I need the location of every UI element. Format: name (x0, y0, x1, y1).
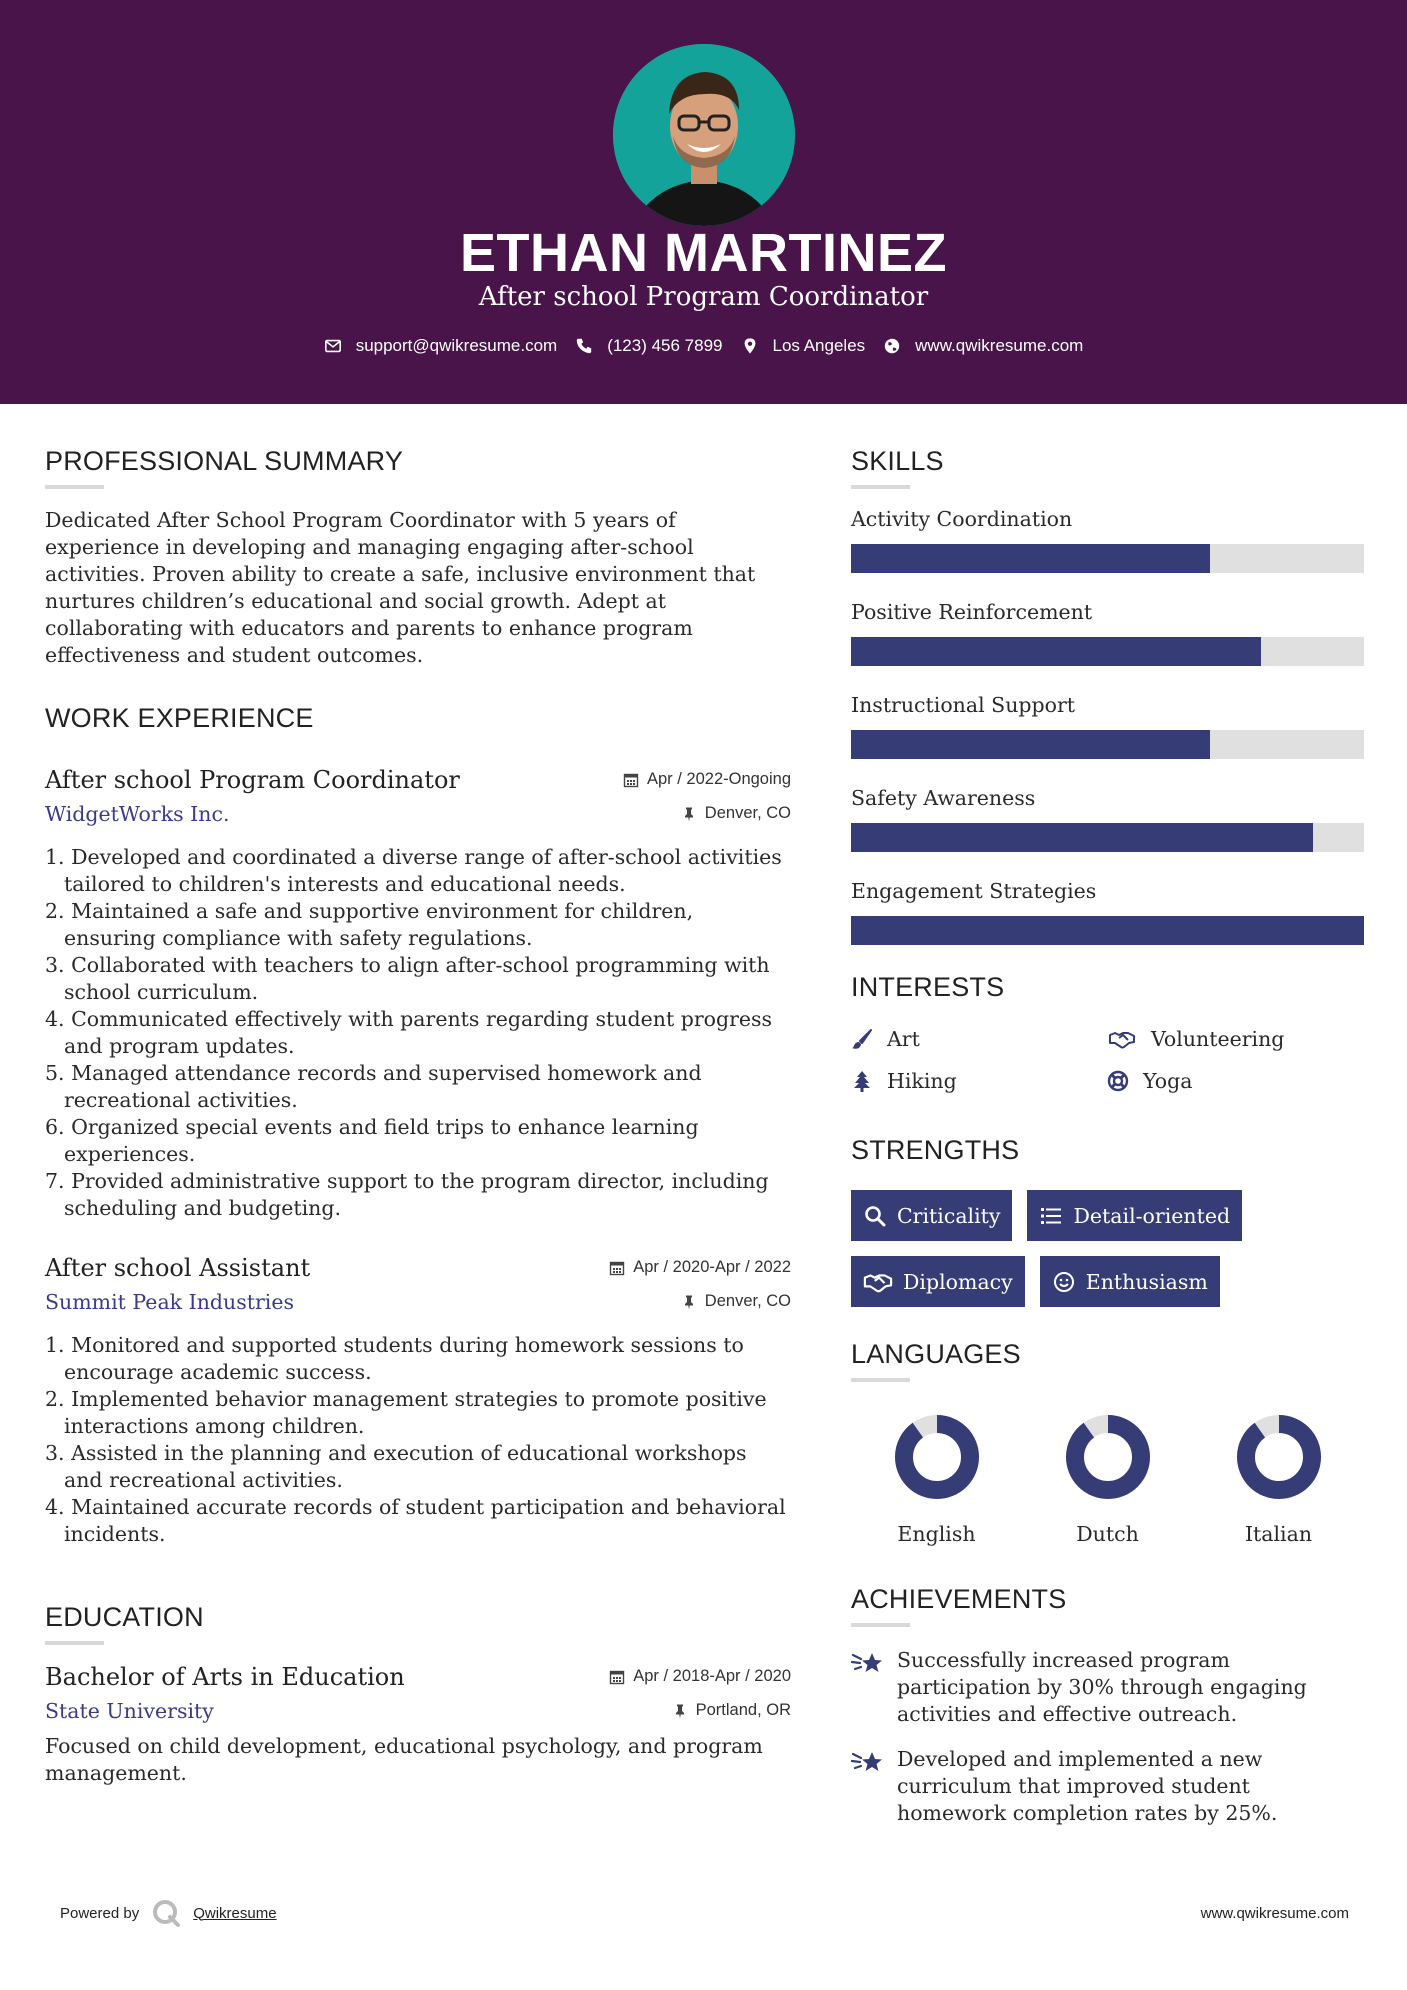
section-divider (45, 1641, 104, 1645)
map-marker-icon (741, 337, 759, 355)
company-name: Summit Peak Industries (45, 1290, 294, 1314)
shooting-star-icon (851, 1647, 885, 1677)
strengths-section (851, 1135, 1364, 1307)
interest-label: Yoga (1143, 1069, 1193, 1093)
education-location (672, 1701, 791, 1720)
summary-section (45, 446, 791, 669)
section-title-languages: LANGUAGES (851, 1339, 1021, 1369)
skill-bar (851, 916, 1364, 945)
interest-item (1107, 1027, 1363, 1051)
pushpin-icon (672, 1703, 688, 1719)
achievement-text: Developed and implemented a new curriculum that improved student homework completion rates by 25%. (897, 1747, 1278, 1825)
strength-chip (851, 1190, 1012, 1241)
section-divider (851, 485, 910, 489)
language-name: Dutch (1076, 1522, 1139, 1546)
skill-bar-fill (851, 637, 1261, 666)
smile-icon (1052, 1270, 1076, 1294)
skill-item (851, 786, 1364, 852)
calendar-icon (609, 1669, 625, 1685)
strength-label: Enthusiasm (1085, 1269, 1208, 1294)
phone-icon (575, 337, 593, 355)
skill-name: Positive Reinforcement (851, 600, 1093, 624)
skill-name: Activity Coordination (851, 507, 1073, 531)
interest-item (851, 1069, 1107, 1093)
section-title-achievements: ACHIEVEMENTS (851, 1584, 1067, 1614)
section-title-interests: INTERESTS (851, 972, 1005, 1002)
left-column (45, 446, 791, 1787)
contact-phone-text: (123) 456 7899 (607, 336, 723, 355)
degree-title: Bachelor of Arts in Education (45, 1663, 405, 1691)
profile-photo (613, 44, 795, 226)
list-item: 3. Collaborated with teachers to align after-school programming with school curriculum. (45, 953, 770, 1004)
contact-location-text: Los Angeles (772, 336, 866, 355)
language-item (1022, 1412, 1193, 1546)
language-name: Italian (1244, 1522, 1313, 1546)
experience-section (45, 703, 791, 1548)
achievements-section (851, 1584, 1364, 1827)
list-item: 2. Implemented behavior management strategies to promote positive interactions among children. (45, 1387, 767, 1438)
education-description: Focused on child development, educational psychology, and program management. (45, 1734, 763, 1785)
strengths-list (851, 1190, 1271, 1307)
list-item: 4. Maintained accurate records of student participation and behavioral incidents. (45, 1495, 786, 1546)
strength-chip (1040, 1256, 1220, 1307)
section-title-experience: WORK EXPERIENCE (45, 703, 314, 733)
contact-email-text: support@qwikresume.com (355, 336, 558, 355)
section-title-education: EDUCATION (45, 1602, 204, 1632)
section-divider (851, 1378, 910, 1382)
interest-item (851, 1027, 1107, 1051)
school-name: State University (45, 1699, 214, 1723)
strength-chip (1027, 1190, 1242, 1241)
language-item (1193, 1412, 1364, 1546)
contact-website-text: www.qwikresume.com (915, 336, 1084, 355)
section-title-strengths: STRENGTHS (851, 1135, 1020, 1165)
tree-icon (851, 1070, 873, 1092)
skill-bar-fill (851, 544, 1210, 573)
candidate-title: After school Program Coordinator (478, 282, 929, 312)
education-dates (609, 1667, 791, 1686)
list-item: 3. Assisted in the planning and execution of educational workshops and recreational activities. (45, 1441, 747, 1492)
list-item: 1. Developed and coordinated a diverse range of after-school activities tailored to children's interests and educational needs. (45, 845, 782, 896)
powered-by-label: Powered by (60, 1904, 140, 1922)
languages-section (851, 1339, 1364, 1546)
skill-item (851, 507, 1364, 573)
interest-label: Hiking (887, 1069, 957, 1093)
skill-item (851, 600, 1364, 666)
interest-label: Art (887, 1027, 920, 1051)
job-dates (623, 770, 791, 789)
footer-website[interactable]: www.qwikresume.com (1200, 1905, 1349, 1922)
job-location (681, 804, 791, 823)
pushpin-icon (681, 806, 697, 822)
skill-bar (851, 544, 1364, 573)
job-location-text: Denver, CO (704, 804, 791, 822)
strength-chip (851, 1256, 1025, 1307)
languages-list (851, 1412, 1364, 1546)
skill-name: Safety Awareness (851, 786, 1036, 810)
globe-icon (883, 337, 901, 355)
right-column (851, 446, 1364, 1827)
contact-email[interactable] (324, 336, 558, 356)
education-entry (45, 1663, 791, 1787)
skills-list (851, 507, 1364, 945)
handshake-icon (1107, 1028, 1137, 1050)
strength-label: Criticality (897, 1203, 1001, 1228)
contact-location (741, 336, 866, 356)
skill-bar-fill (851, 730, 1210, 759)
lifering-icon (1107, 1070, 1129, 1092)
interests-grid (851, 1027, 1364, 1093)
qwikresume-logo-icon (151, 1898, 181, 1928)
section-title-summary: PROFESSIONAL SUMMARY (45, 446, 404, 476)
summary-text: Dedicated After School Program Coordinator with 5 years of experience in developing and managing engaging after-school activities. Proven ability to create a safe, inclusive environment that nurtures children’s educational and social growth. Adept at collaborating with educators and parents to enhance program effectiveness and student outcomes. (45, 508, 756, 667)
list-icon (1039, 1204, 1063, 1228)
section-title-skills: SKILLS (851, 446, 944, 476)
skill-item (851, 693, 1364, 759)
job-duties (45, 844, 791, 1222)
language-item (851, 1412, 1022, 1546)
contact-phone[interactable] (575, 336, 722, 356)
section-divider (851, 1623, 910, 1627)
skill-bar (851, 730, 1364, 759)
envelope-icon (324, 337, 342, 355)
achievement-item (851, 1746, 1364, 1827)
brand-link[interactable]: Qwikresume (193, 1904, 277, 1922)
skill-bar-fill (851, 823, 1313, 852)
resume-header (0, 0, 1407, 404)
achievement-item (851, 1647, 1364, 1728)
job-title: After school Assistant (45, 1254, 311, 1282)
list-item: 7. Provided administrative support to the program director, including scheduling and budgeting. (45, 1169, 769, 1220)
section-divider (45, 485, 104, 489)
achievement-text: Successfully increased program participation by 30% through engaging activities and effective outreach. (897, 1648, 1307, 1726)
skills-section (851, 446, 1364, 945)
company-name: WidgetWorks Inc. (45, 802, 230, 826)
contact-bar (0, 336, 1407, 356)
skill-bar (851, 823, 1364, 852)
job-duties (45, 1332, 791, 1548)
paintbrush-icon (851, 1028, 873, 1050)
contact-website[interactable] (883, 336, 1083, 356)
skill-bar (851, 637, 1364, 666)
job-location-text: Denver, CO (704, 1292, 791, 1310)
skill-item (851, 879, 1364, 945)
pushpin-icon (681, 1294, 697, 1310)
list-item: 6. Organized special events and field trips to enhance learning experiences. (45, 1115, 699, 1166)
language-donut (1063, 1412, 1153, 1502)
list-item: 4. Communicated effectively with parents regarding student progress and program updates. (45, 1007, 773, 1058)
job-location (681, 1292, 791, 1311)
list-item: 5. Managed attendance records and supervised homework and recreational activities. (45, 1061, 702, 1112)
skill-name: Instructional Support (851, 693, 1076, 717)
footer-powered-by (60, 1898, 277, 1928)
strength-label: Diplomacy (903, 1269, 1013, 1294)
candidate-name: ETHAN MARTINEZ (460, 223, 947, 283)
interests-section (851, 972, 1364, 1093)
search-icon (863, 1204, 887, 1228)
handshake-icon (863, 1270, 893, 1294)
shooting-star-icon (851, 1746, 885, 1776)
job-dates-text: Apr / 2020-Apr / 2022 (633, 1258, 791, 1276)
job-entry (45, 1254, 791, 1548)
education-dates-text: Apr / 2018-Apr / 2020 (633, 1667, 791, 1685)
calendar-icon (623, 772, 639, 788)
job-dates-text: Apr / 2022-Ongoing (646, 770, 791, 788)
list-item: 1. Monitored and supported students during homework sessions to encourage academic success. (45, 1333, 744, 1384)
language-name: English (897, 1522, 976, 1546)
skill-bar-fill (851, 916, 1364, 945)
education-location-text: Portland, OR (695, 1701, 791, 1719)
calendar-icon (609, 1260, 625, 1276)
interest-item (1107, 1069, 1363, 1093)
job-title: After school Program Coordinator (45, 766, 460, 794)
interest-label: Volunteering (1151, 1027, 1285, 1051)
list-item: 2. Maintained a safe and supportive environment for children, ensuring compliance with safety regulations. (45, 899, 694, 950)
skill-name: Engagement Strategies (851, 879, 1097, 903)
job-entry (45, 766, 791, 1222)
job-dates (609, 1258, 791, 1277)
language-donut (1234, 1412, 1324, 1502)
strength-label: Detail-oriented (1073, 1203, 1231, 1228)
language-donut (892, 1412, 982, 1502)
education-section (45, 1602, 791, 1787)
